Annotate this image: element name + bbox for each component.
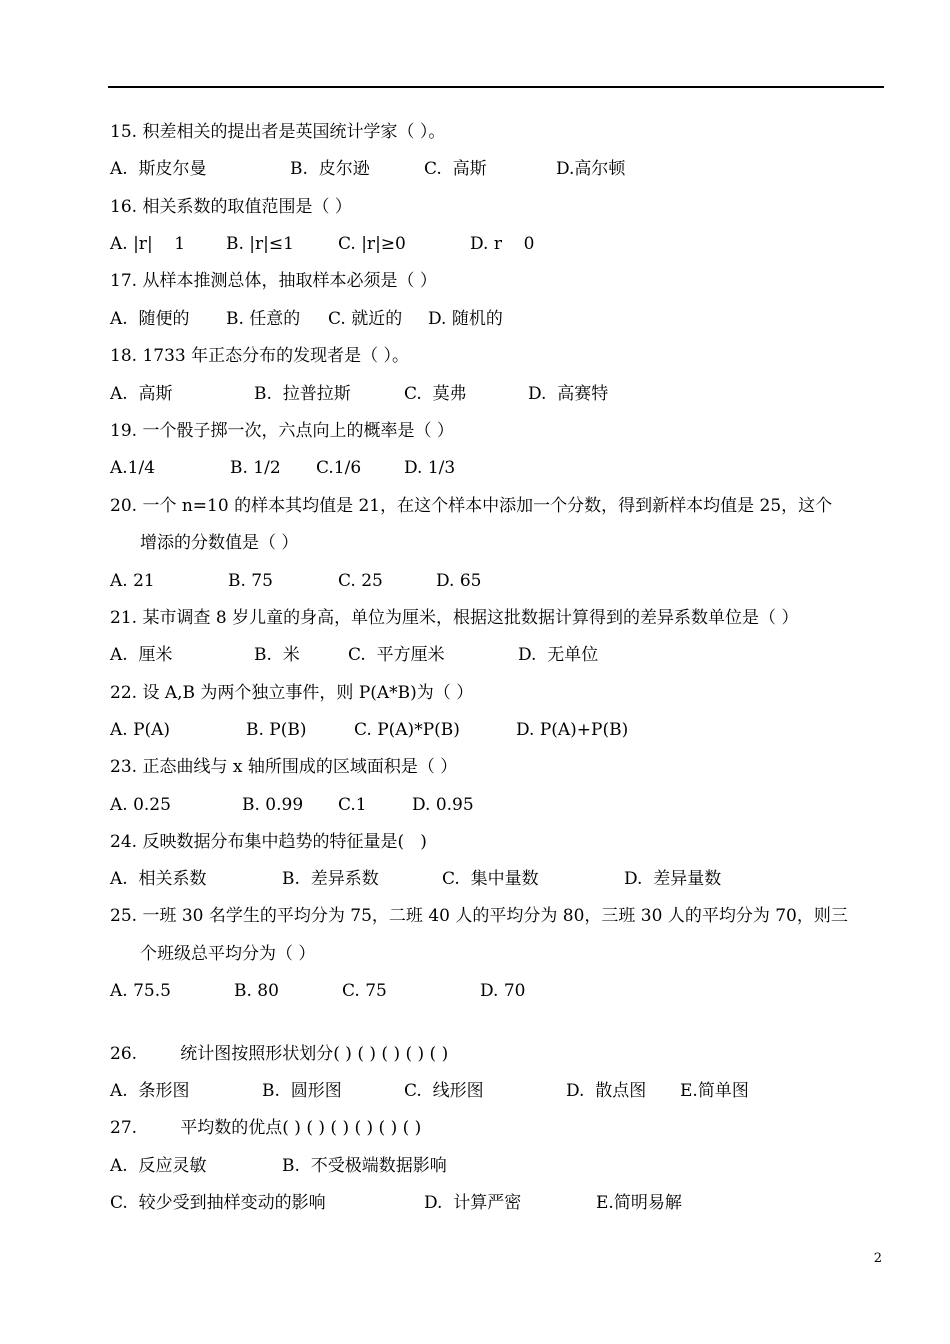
q27-option-e: E.简明易解 bbox=[596, 1193, 682, 1213]
q26-option-b: B. 圆形图 bbox=[262, 1081, 342, 1101]
q21-option-c: C. 平方厘米 bbox=[348, 645, 445, 665]
q26-option-e: E.简单图 bbox=[680, 1081, 749, 1101]
q22-option-a: A. P(A) bbox=[110, 720, 171, 740]
header-rule bbox=[108, 86, 884, 88]
q15-option-c: C. 高斯 bbox=[424, 159, 487, 179]
question-19-stem: 19. 一个骰子掷一次，六点向上的概率是（ ） bbox=[110, 421, 454, 441]
q22-option-d: D. P(A)+P(B) bbox=[516, 720, 629, 740]
q16-option-b: B. |r|≤1 bbox=[226, 234, 294, 254]
question-23-stem: 23. 正态曲线与 x 轴所围成的区域面积是（ ） bbox=[110, 757, 458, 777]
q20-option-a: A. 21 bbox=[110, 571, 155, 591]
question-15-stem: 15. 积差相关的提出者是英国统计学家（ ）。 bbox=[110, 122, 446, 142]
q20-option-c: C. 25 bbox=[338, 571, 383, 591]
q21-option-a: A. 厘米 bbox=[110, 645, 173, 665]
question-21-stem: 21. 某市调查 8 岁儿童的身高，单位为厘米，根据这批数据计算得到的差异系数单位是（ ） bbox=[110, 608, 799, 628]
q20-option-b: B. 75 bbox=[228, 571, 273, 591]
q27-option-d: D. 计算严密 bbox=[424, 1193, 522, 1213]
q19-option-c: C.1/6 bbox=[316, 458, 362, 478]
q23-option-a: A. 0.25 bbox=[110, 795, 171, 815]
q15-option-a: A. 斯皮尔曼 bbox=[110, 159, 207, 179]
q24-option-a: A. 相关系数 bbox=[110, 869, 207, 889]
question-25-stem-continued: 个班级总平均分为（ ） bbox=[140, 944, 316, 964]
question-16-stem: 16. 相关系数的取值范围是（ ） bbox=[110, 197, 352, 217]
question-17-stem: 17. 从样本推测总体，抽取样本必须是（ ） bbox=[110, 271, 437, 291]
q23-option-b: B. 0.99 bbox=[242, 795, 304, 815]
question-27-stem: 27. 平均数的优点( ) ( ) ( ) ( ) ( ) ( ) bbox=[110, 1118, 422, 1138]
q26-option-c: C. 线形图 bbox=[404, 1081, 484, 1101]
question-18-stem: 18. 1733 年正态分布的发现者是（ ）。 bbox=[110, 346, 410, 366]
q19-option-d: D. 1/3 bbox=[404, 458, 456, 478]
q15-option-b: B. 皮尔逊 bbox=[290, 159, 370, 179]
q25-option-a: A. 75.5 bbox=[110, 981, 171, 1001]
page-number: 2 bbox=[873, 1251, 882, 1266]
q22-option-b: B. P(B) bbox=[246, 720, 307, 740]
q27-option-a: A. 反应灵敏 bbox=[110, 1156, 207, 1176]
q26-option-a: A. 条形图 bbox=[110, 1081, 190, 1101]
q18-option-c: C. 莫弗 bbox=[404, 384, 467, 404]
q23-option-c: C.1 bbox=[338, 795, 367, 815]
q24-option-d: D. 差异量数 bbox=[624, 869, 722, 889]
question-25-stem: 25. 一班 30 名学生的平均分为 75，二班 40 人的平均分为 80，三班 30 人的平均分为 70，则三 bbox=[110, 906, 848, 926]
q18-option-a: A. 高斯 bbox=[110, 384, 173, 404]
q23-option-d: D. 0.95 bbox=[412, 795, 474, 815]
q15-option-d: D.高尔顿 bbox=[556, 159, 626, 179]
q20-option-d: D. 65 bbox=[436, 571, 482, 591]
q26-option-d: D. 散点图 bbox=[566, 1081, 647, 1101]
q16-option-c: C. |r|≥0 bbox=[338, 234, 406, 254]
q18-option-b: B. 拉普拉斯 bbox=[254, 384, 351, 404]
q17-option-a: A. 随便的 bbox=[110, 309, 190, 329]
q22-option-c: C. P(A)*P(B) bbox=[354, 720, 460, 740]
q18-option-d: D. 高赛特 bbox=[528, 384, 609, 404]
q24-option-b: B. 差异系数 bbox=[282, 869, 379, 889]
q21-option-b: B. 米 bbox=[254, 645, 300, 665]
q24-option-c: C. 集中量数 bbox=[442, 869, 539, 889]
q27-option-b: B. 不受极端数据影响 bbox=[282, 1156, 447, 1176]
q16-option-d: D. r 0 bbox=[470, 234, 535, 254]
question-22-stem: 22. 设 A,B 为两个独立事件，则 P(A*B)为（ ） bbox=[110, 683, 474, 703]
q19-option-a: A.1/4 bbox=[110, 458, 156, 478]
q19-option-b: B. 1/2 bbox=[230, 458, 281, 478]
question-20-stem-continued: 增添的分数值是（ ） bbox=[140, 533, 299, 553]
q16-option-a: A. |r| 1 bbox=[110, 234, 186, 254]
question-26-stem: 26. 统计图按照形状划分( ) ( ) ( ) ( ) ( ) bbox=[110, 1044, 449, 1064]
q27-option-c: C. 较少受到抽样变动的影响 bbox=[110, 1193, 326, 1213]
question-24-stem: 24. 反映数据分布集中趋势的特征量是( ) bbox=[110, 832, 427, 852]
q25-option-c: C. 75 bbox=[342, 981, 387, 1001]
q21-option-d: D. 无单位 bbox=[518, 645, 599, 665]
q17-option-d: D. 随机的 bbox=[428, 309, 503, 329]
q25-option-b: B. 80 bbox=[234, 981, 279, 1001]
q17-option-b: B. 任意的 bbox=[226, 309, 301, 329]
q25-option-d: D. 70 bbox=[480, 981, 526, 1001]
q17-option-c: C. 就近的 bbox=[328, 309, 403, 329]
question-20-stem: 20. 一个 n=10 的样本其均值是 21，在这个样本中添加一个分数，得到新样本均值是 25，这个 bbox=[110, 496, 833, 516]
